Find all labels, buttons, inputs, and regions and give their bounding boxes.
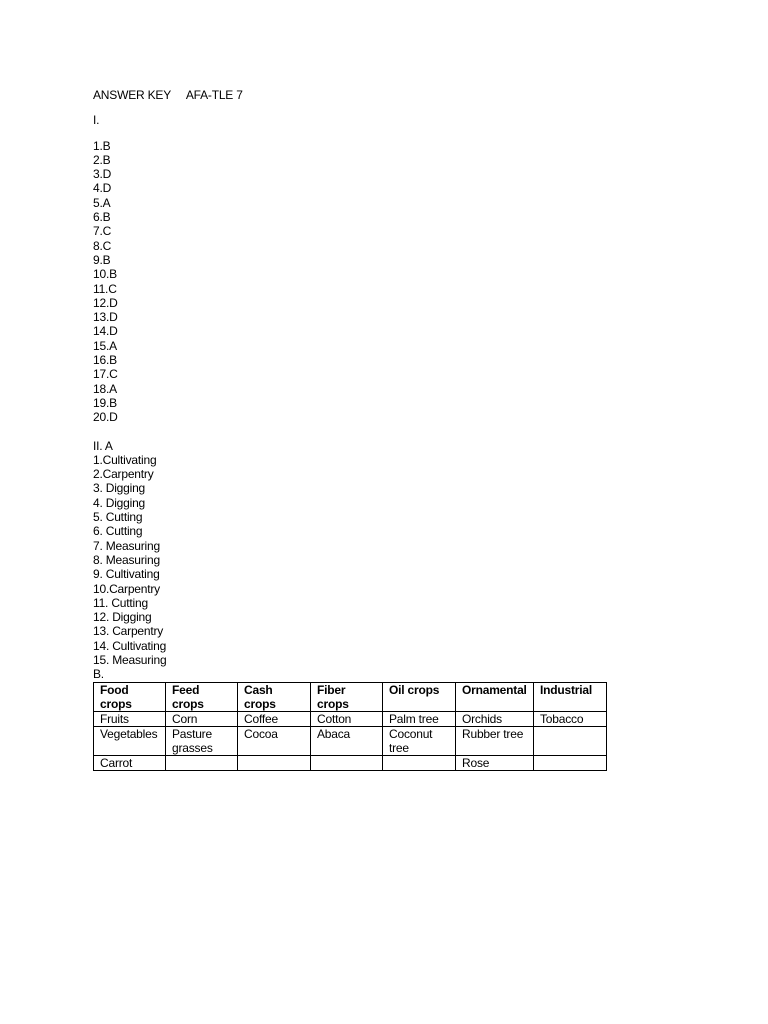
part1-answer-item: 9.B [93,252,111,267]
part2-answer-item: 7. Measuring [93,538,160,553]
table-row [94,755,607,770]
table-cell: Cocoa [238,726,311,755]
table-cell: Coffee [238,711,311,726]
part2-answer-item: 10.Carpentry [93,581,160,596]
part1-answer-item: 6.B [93,210,111,225]
table-cell: Carrot [94,755,166,770]
part1-answer-item: 2.B [93,152,111,167]
part2-answer-item: 5. Cutting [93,510,143,525]
table-cell [534,755,607,770]
table-cell: Rose [456,755,534,770]
table-cell [238,755,311,770]
part2-answer-item: 13. Carpentry [93,624,164,639]
part2b-label: B. [93,667,104,682]
part1-answer-item: 20.D [93,410,118,425]
table-cell [383,755,456,770]
part1-answer-item: 1.B [93,138,111,153]
part1-answer-list [93,139,693,425]
table-cell: Orchids [456,711,534,726]
header-subject: AFA-TLE 7 [185,88,243,102]
table-header-row [94,682,607,711]
table-row [94,726,607,755]
part2-answer-item: 4. Digging [93,495,146,510]
table-body [94,711,607,770]
part2-answer-item: 11. Cutting [93,595,148,610]
table-cell [166,755,238,770]
table-header-cell: Feed crops [166,682,238,711]
table-row [94,711,607,726]
part1-answer-item: 15.A [93,338,117,353]
table-header-cell: Oil crops [383,682,456,711]
part2-section [93,439,693,771]
part2-answer-item: 9. Cultivating [93,567,160,582]
part1-label: I. [93,113,100,128]
part1-answer-item: 10.B [93,267,117,282]
table-cell: Fruits [94,711,166,726]
table-cell [534,726,607,755]
part2-answer-item: 2.Carpentry [93,467,154,482]
table-cell: Cotton [311,711,383,726]
part1-answer-item: 7.C [93,224,112,239]
table-header-cell: Cash crops [238,682,311,711]
part1-answer-item: 3.D [93,167,112,182]
table-header-cell: Ornamental [456,682,534,711]
table-header-cell: Industrial [534,682,607,711]
table-cell: Corn [166,711,238,726]
part1-answer-item: 14.D [93,324,118,339]
part1-answer-item: 18.A [93,381,117,396]
part1-answer-item: 13.D [93,310,118,325]
header-title: ANSWER KEY [93,88,171,102]
part2-answer-item: 6. Cutting [93,524,143,539]
part1-answer-item: 19.B [93,395,117,410]
part2-answer-item: 1.Cultivating [93,452,157,467]
part2-answer-list [93,453,693,667]
part2-answer-item: 8. Measuring [93,552,160,567]
table-header-cell: Fiber crops [311,682,383,711]
part1-answer-item: 16.B [93,353,117,368]
part1-answer-item: 8.C [93,238,112,253]
part2-label: II. A [93,438,113,453]
answer-key-document [93,88,693,771]
part1-answer-item: 17.C [93,367,118,382]
part1-answer-item: 11.C [93,281,117,296]
table-cell: Pasture grasses [166,726,238,755]
document-header [93,88,693,102]
crop-classification-table [93,682,607,771]
part2-answer-item: 12. Digging [93,610,152,625]
table-cell: Coconut tree [383,726,456,755]
part1-answer-item: 12.D [93,295,118,310]
table-cell: Tobacco [534,711,607,726]
table-cell: Palm tree [383,711,456,726]
table-cell [311,755,383,770]
table-cell: Abaca [311,726,383,755]
table-cell: Rubber tree [456,726,534,755]
part1-answer-item: 5.A [93,195,111,210]
part2-answer-item: 15. Measuring [93,652,167,667]
table-header-cell: Food crops [94,682,166,711]
table-cell: Vegetables [94,726,166,755]
part1-answer-item: 4.D [93,181,112,196]
part2-answer-item: 3. Digging [93,481,146,496]
part2-answer-item: 14. Cultivating [93,638,167,653]
